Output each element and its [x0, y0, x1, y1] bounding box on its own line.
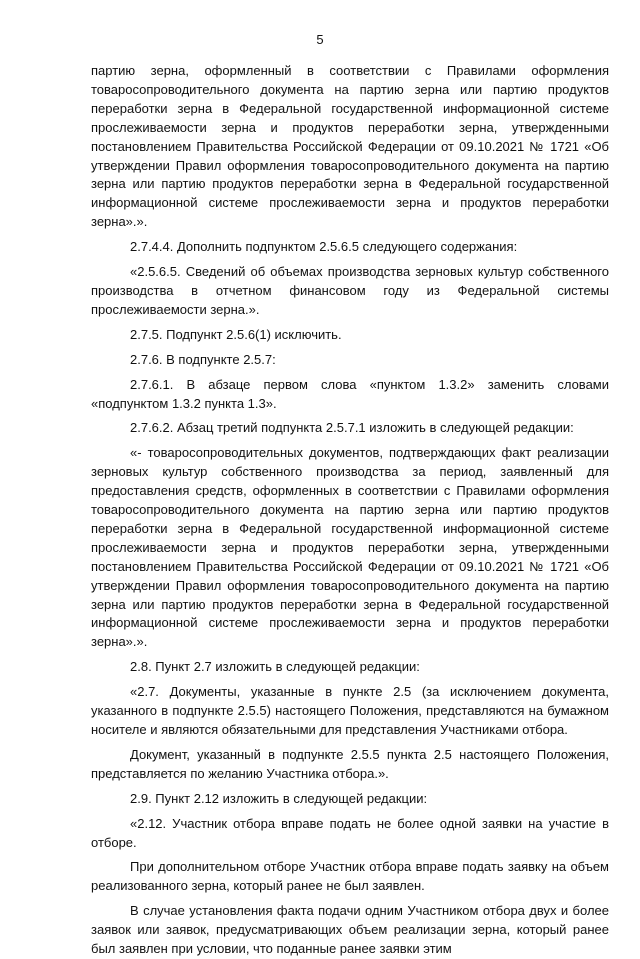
paragraph-additional-selection: При дополнительном отборе Участник отбора вправе подать заявку на объем реализованного зерна, который ранее не был заявлен. [91, 859, 609, 894]
paragraph-2-8: 2.8. Пункт 2.7 изложить в следующей редакции: [130, 659, 420, 675]
paragraph-duplicate-applications: В случае установления факта подачи одним Участником отбора двух и более заявок или заявок, предусматривающих объем реализации зерна, который ранее был заявлен при условии, что поданные ранее заявки этим [91, 903, 609, 957]
page-number: 5 [316, 32, 324, 47]
paragraph-continuation: партию зерна, оформленный в соответствии с Правилами оформления товаросопроводительного документа на партию зерна или партию продуктов переработки зерна в Федеральной государственной информационной системе прослеживаемости зерна и продуктов переработки зерна, утвержденными постановлением Правительства Российской Федерации от 09.10.2021 № 1721 «Об утверждении Правил оформления товаросопроводительного документа на партию зерна или партию продуктов переработки зерна в Федеральной государственной информационной системе прослеживаемости зерна и продуктов переработки зерна».». [91, 63, 609, 230]
paragraph-2-7-6-1: 2.7.6.1. В абзаце первом слова «пунктом 1.3.2» заменить словами «подпунктом 1.3.2 пункта 1.3». [91, 376, 609, 411]
paragraph-2-12-quote: «2.12. Участник отбора вправе подать не более одной заявки на участие в отборе. [91, 815, 609, 850]
paragraph-2-7-quote: «2.7. Документы, указанные в пункте 2.5 (за исключением документа, указанного в подпункте 2.5.5) настоящего Положения, представляются на бумажном носителе и являются обязательными для представления Участниками отбора. [91, 684, 609, 737]
document-body [91, 62, 609, 959]
paragraph-document-2-5-5: Документ, указанный в подпункте 2.5.5 пункта 2.5 настоящего Положения, представляется по желанию Участника отбора.». [91, 746, 609, 781]
paragraph-2-7-6: 2.7.6. В подпункте 2.5.7: [130, 351, 276, 367]
paragraph-documents-quote: «- товаросопроводительных документов, подтверждающих факт реализации зерновых культур собственного производства за период, заявленный для предоставления средств, оформленных в соответствии с Правилами оформления товаросопроводительного документа на партию зерна или партию продуктов переработки зерна в Федеральной государственной информационной системе прослеживаемости зерна и продуктов переработки зерна, утвержденными постановлением Правительства Российской Федерации от 09.10.2021 № 1721 «Об утверждении Правил оформления товаросопроводительного документа на партию зерна или партию продуктов переработки зерна в Федеральной государственной информационной системе прослеживаемости зерна и продуктов переработки зерна».». [91, 445, 609, 650]
paragraph-2-5-6-5-quote: «2.5.6.5. Сведений об объемах производства зерновых культур собственного производства в отчетном финансовом году из Федеральной системы прослеживаемости зерна.». [91, 264, 609, 317]
paragraph-2-7-6-2: 2.7.6.2. Абзац третий подпункта 2.5.7.1 изложить в следующей редакции: [130, 420, 574, 436]
paragraph-2-7-4-4: 2.7.4.4. Дополнить подпунктом 2.5.6.5 следующего содержания: [130, 239, 518, 255]
paragraph-2-7-5: 2.7.5. Подпункт 2.5.6(1) исключить. [130, 326, 342, 342]
paragraph-2-9: 2.9. Пункт 2.12 изложить в следующей редакции: [130, 790, 428, 806]
